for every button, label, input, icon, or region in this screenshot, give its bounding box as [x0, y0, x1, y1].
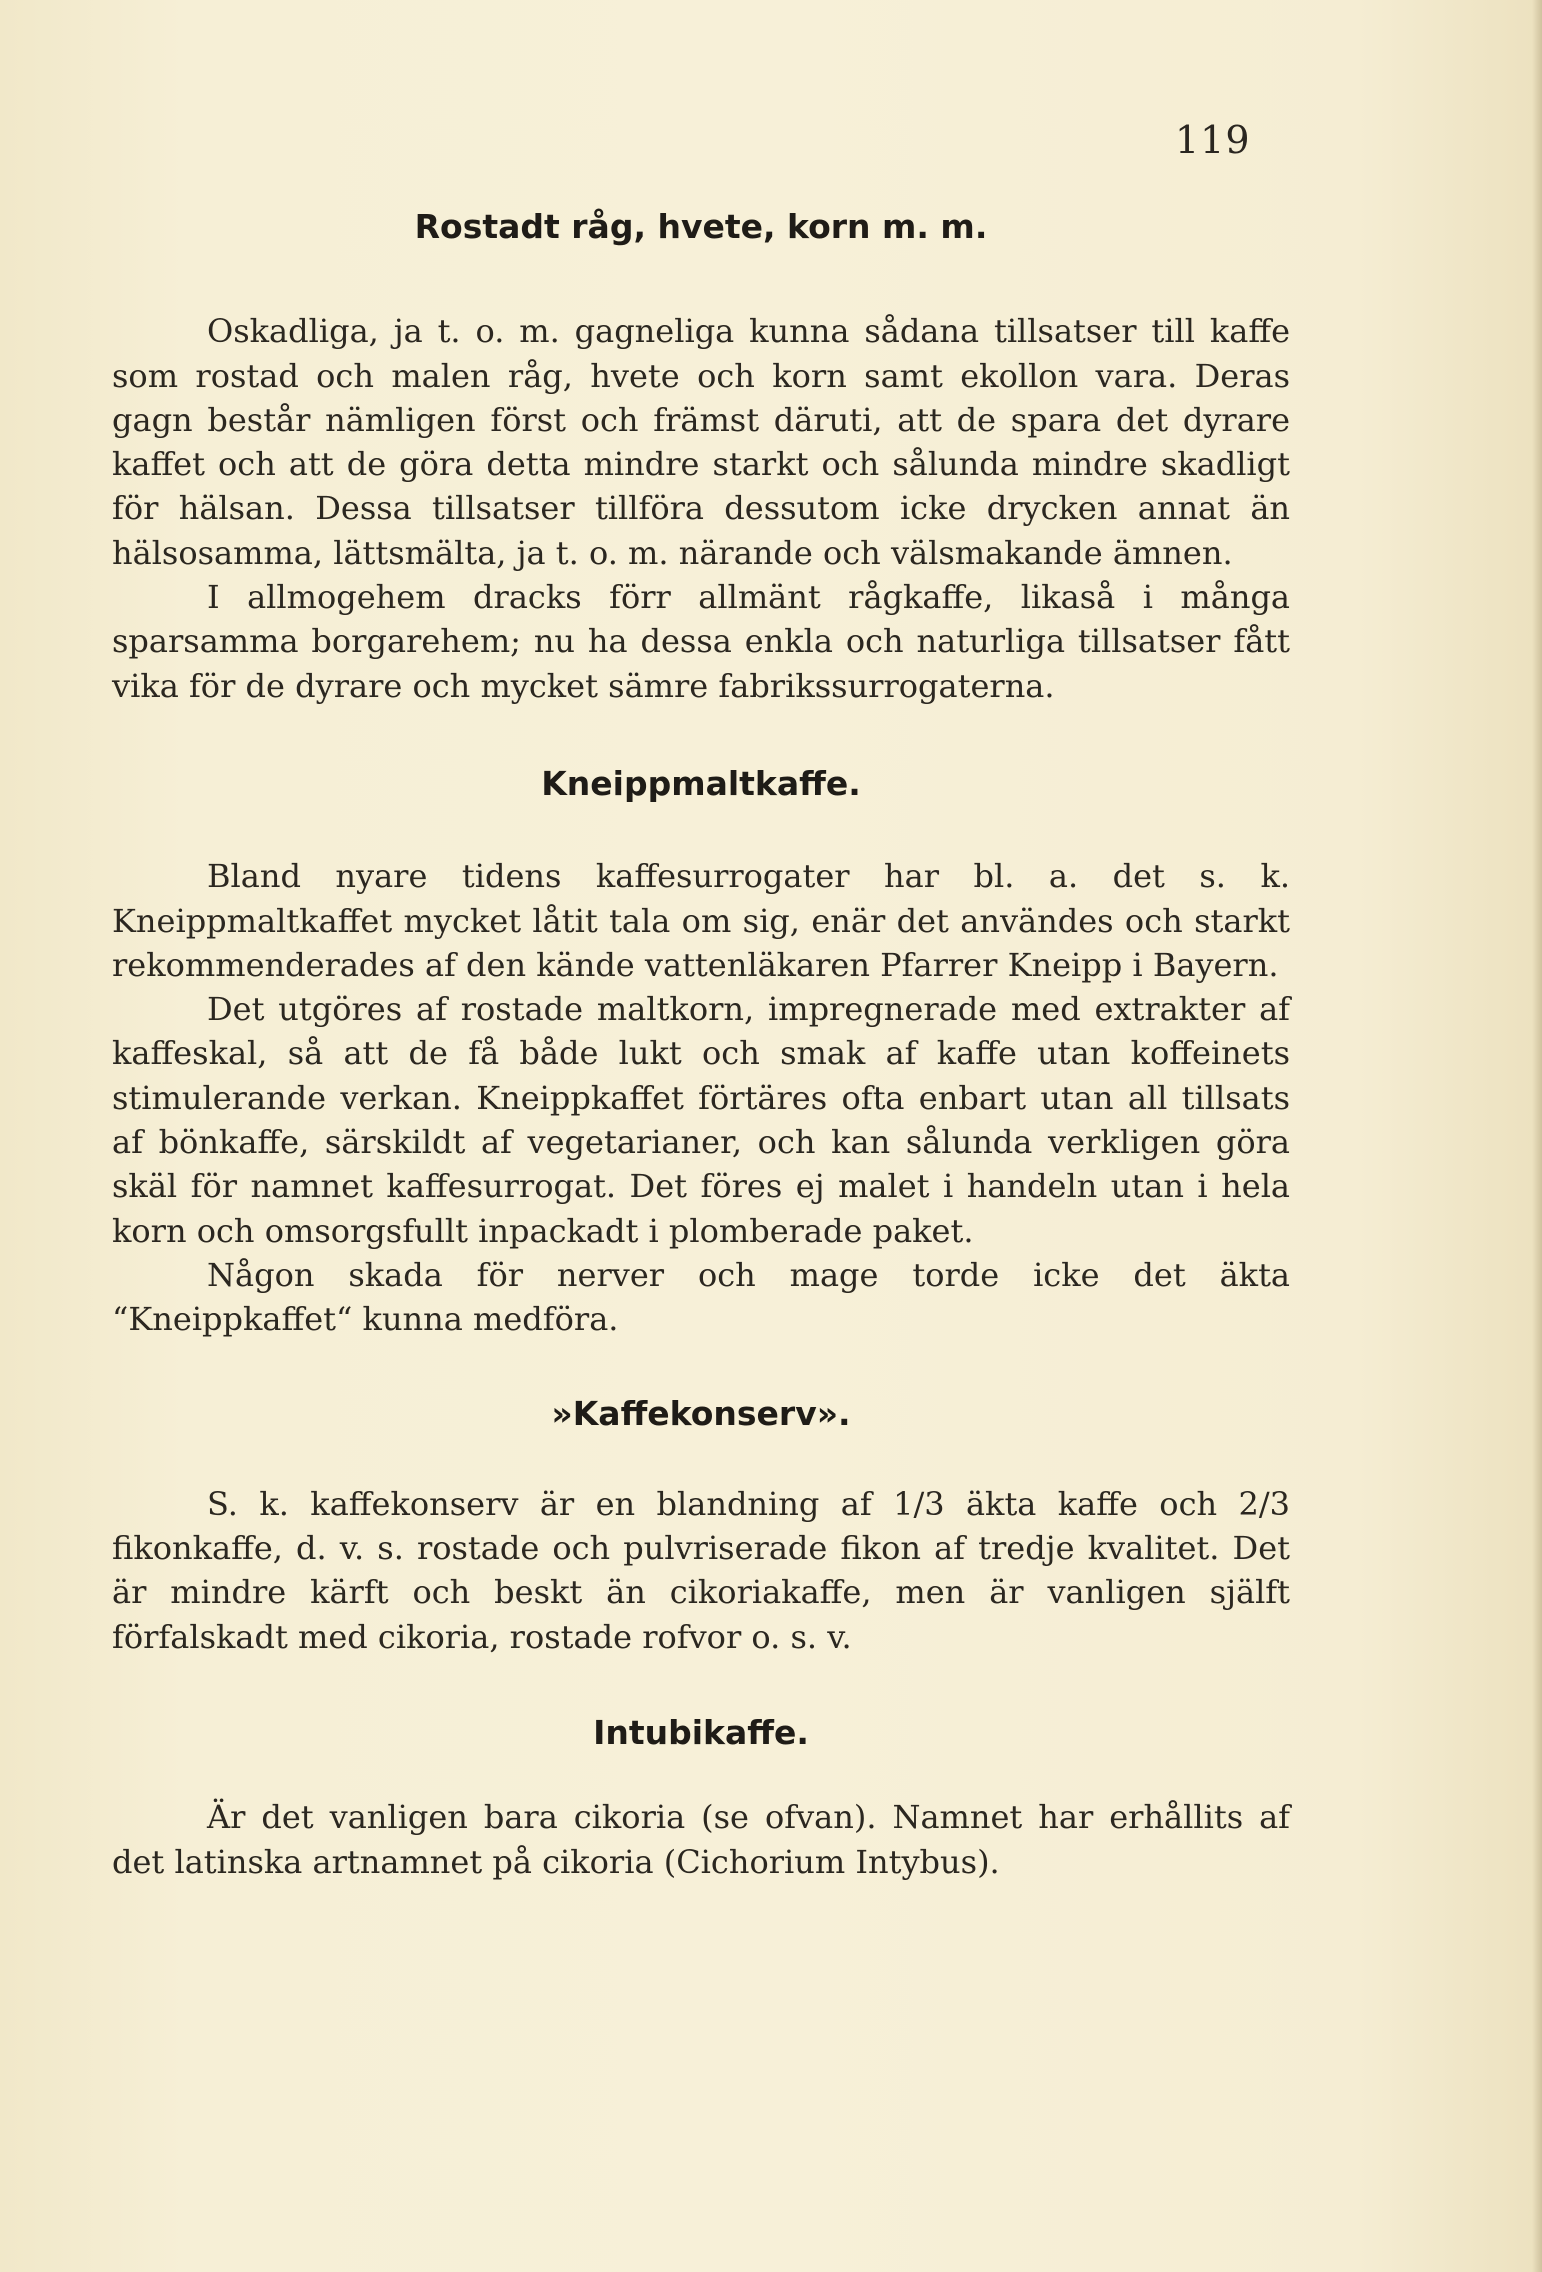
section-heading-intubikaffe: Intubikaffe.	[593, 1713, 809, 1753]
section-heading-rostadt: Rostadt råg, hvete, korn m. m.	[414, 207, 988, 246]
paragraph: Någon skada för nerver och mage torde icke det äkta “Kneippkaffet“ kunna medföra.	[112, 1255, 1290, 1339]
section-heading-kneipp: Kneippmaltkaffe.	[541, 763, 861, 803]
paragraph: Är det vanligen bara cikoria (se ofvan). Namnet har erhållits af det latinska artnamnet på cikoria (Cichorium Intybus).	[112, 1798, 1290, 1881]
paragraph: I allmogehem dracks förr allmänt rågkaffe, likaså i många sparsamma borgarehem; nu ha dessa enkla och naturliga tillsatser fått vika för de dyrare och mycket sämre fabrikssurrogaterna.	[112, 578, 1290, 705]
paragraph: Oskadliga, ja t. o. m. gagneliga kunna sådana tillsatser till kaffe som rostad och malen råg, hvete och korn samt ekollon vara. Deras gagn består nämligen först och främst däruti, att de spara det dyrare kaffet och att de göra detta mindre starkt och sålunda mindre skadligt för hälsan. Dessa tillsatser tillföra dessutom icke drycken annat än hälsosamma, lättsmälta, ja t. o. m. närande och välsmakande ämnen.	[112, 312, 1290, 572]
paragraph: Det utgöres af rostade maltkorn, impregnerade med extrakter af kaffeskal, så att de få både lukt och smak af kaffe utan koffeinets stimulerande verkan. Kneippkaffet förtäres ofta enbart utan all tillsats af bönkaffe, särskildt af vegetarianer, och kan sålunda verkligen göra skäl för namnet kaffesurrogat. Det föres ej malet i handeln utan i hela korn och omsorgsfullt inpackadt i plomberade paket.	[112, 990, 1290, 1250]
paragraph: Bland nyare tidens kaffesurrogater har bl. a. det s. k. Kneippmaltkaffet mycket låtit tala om sig, enär det användes och starkt rekommenderades af den kände vattenläkaren Pfarrer Kneipp i Bayern.	[112, 857, 1290, 984]
page-body	[112, 205, 1290, 1884]
page-number: 119	[1175, 118, 1251, 162]
paragraph: S. k. kaffekonserv är en blandning af 1/3 äkta kaffe och 2/3 fikonkaffe, d. v. s. rostade och pulvriserade fikon af tredje kvalitet. Det är mindre kärft och beskt än cikoriakaffe, men är vanligen själft förfalskadt med cikoria, rostade rofvor o. s. v.	[112, 1484, 1290, 1656]
section-heading-kaffekonserv: »Kaffekonserv».	[551, 1393, 851, 1433]
